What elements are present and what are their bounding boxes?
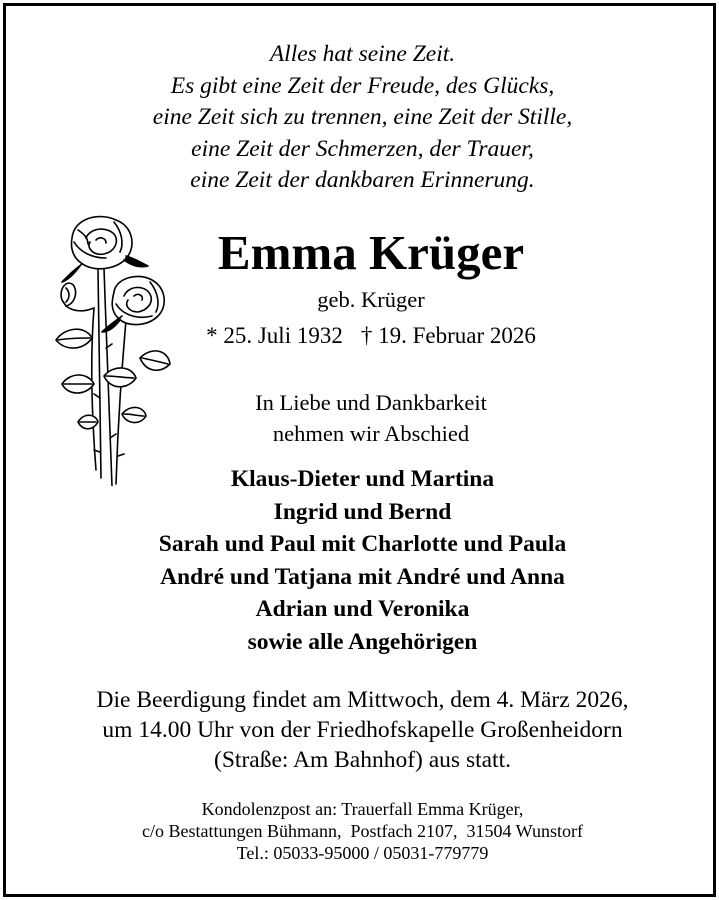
poem-line: eine Zeit der dankbaren Erinnerung.	[190, 167, 535, 193]
poem	[6, 39, 719, 197]
farewell-text	[196, 388, 546, 449]
rose-icon	[44, 208, 174, 486]
poem-line: Es gibt eine Zeit der Freude, des Glücks,	[170, 72, 555, 99]
deceased-name: Emma Krüger	[217, 225, 525, 280]
mourner-line: André und Tatjana mit André und Anna	[160, 563, 565, 590]
mourner-line: Sarah und Paul mit Charlotte und Paula	[158, 531, 567, 557]
mourners-list	[6, 463, 719, 658]
deceased-block	[196, 224, 546, 351]
funeral-line: (Straße: Am Bahnhof) aus statt.	[214, 747, 511, 773]
birth-date: * 25. Juli 1932	[206, 323, 343, 348]
mourner-line: Adrian und Veronika	[255, 596, 470, 622]
funeral-line: Die Beerdigung findet am Mittwoch, dem 4. März 2026,	[96, 687, 629, 713]
farewell-line: In Liebe und Dankbarkeit	[255, 390, 487, 415]
contact-line: Kondolenzpost an: Trauerfall Emma Krüger,	[201, 799, 524, 819]
mourner-line: Klaus-Dieter und Martina	[230, 466, 495, 492]
mourner-line: sowie alle Angehörigen	[247, 628, 478, 655]
maiden-name: geb. Krüger	[317, 287, 425, 312]
poem-line: eine Zeit sich zu trennen, eine Zeit der Stille,	[152, 104, 573, 130]
poem-line: Alles hat seine Zeit.	[269, 41, 456, 67]
obituary-card	[3, 3, 716, 897]
contact-line: Tel.: 05033-95000 / 05031-779779	[236, 843, 489, 863]
death-date: † 19. Februar 2026	[360, 323, 536, 348]
funeral-line: um 14.00 Uhr von der Friedhofskapelle Großenheidorn	[102, 717, 623, 743]
mourner-line: Ingrid und Bernd	[273, 498, 452, 525]
poem-line: eine Zeit der Schmerzen, der Trauer,	[191, 135, 534, 162]
contact-line: c/o Bestattungen Bühmann, Postfach 2107, 31504 Wunstorf	[142, 821, 583, 841]
funeral-notice	[6, 685, 719, 775]
life-dates	[196, 321, 546, 351]
farewell-line: nehmen wir Abschied	[272, 420, 470, 446]
condolence-contact	[6, 798, 719, 864]
